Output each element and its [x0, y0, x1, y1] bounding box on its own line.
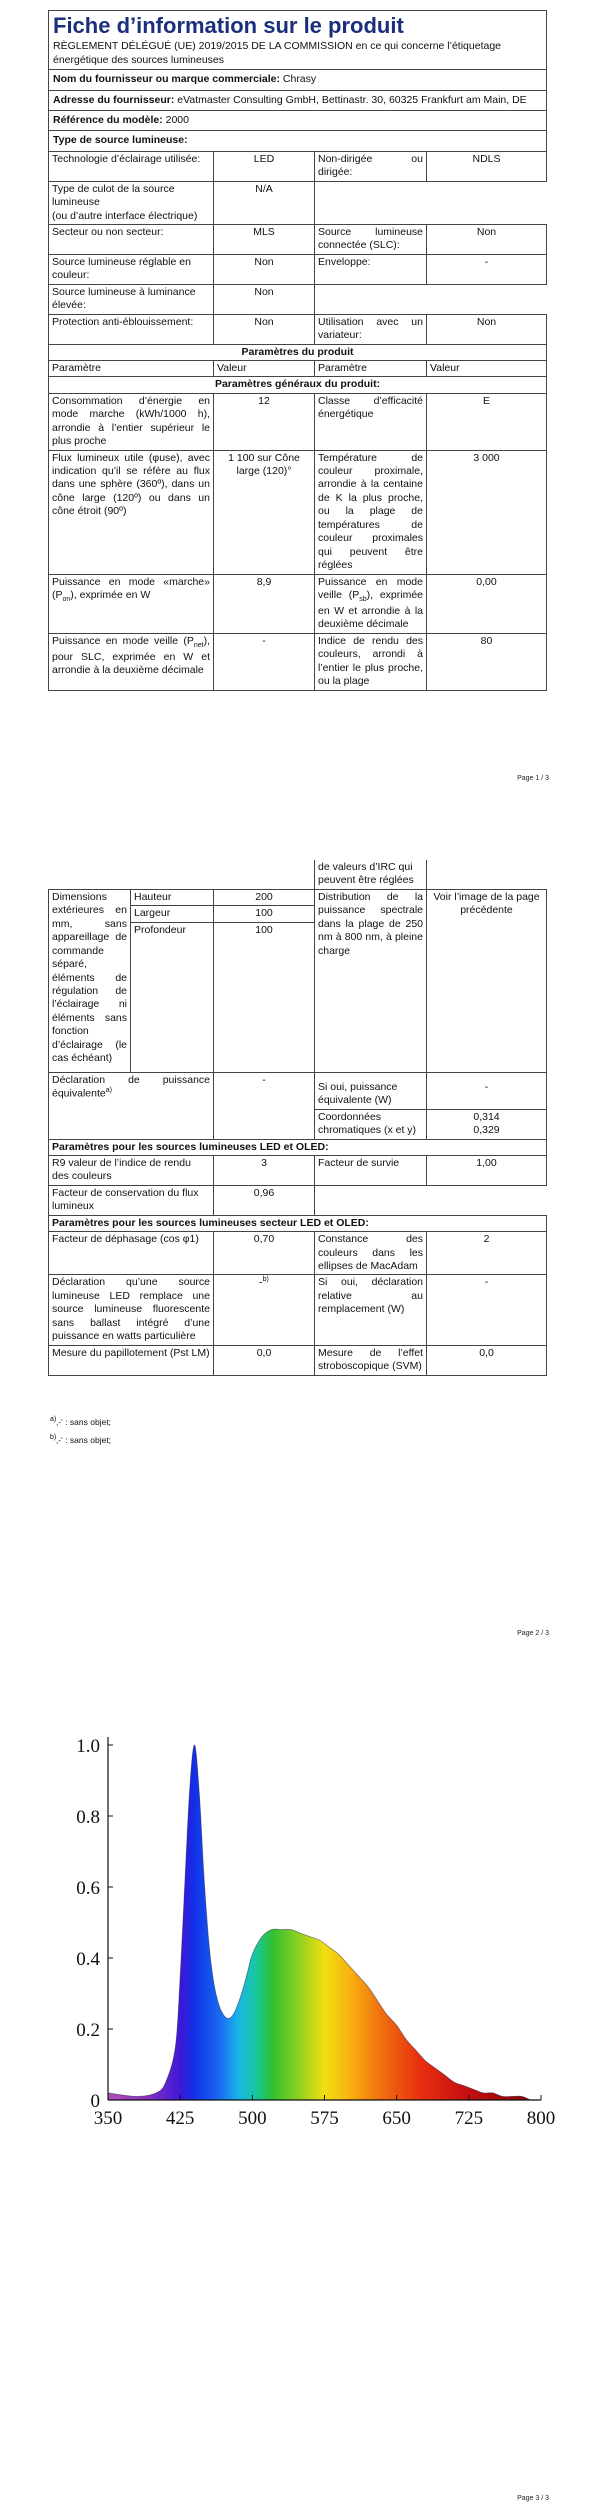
mains-section-heading: Paramètres pour les sources lumineuses secteur LED et OLED:	[49, 1215, 547, 1231]
dimmer-value: Non	[427, 314, 547, 344]
standby-power-value: 0,00	[427, 574, 547, 633]
params-heading: Paramètres du produit	[49, 344, 547, 360]
x-tick-label: 650	[382, 2108, 411, 2129]
standby-power-label: Puissance en mode veille $(P_{sb})$, exprimée en W et arrondie à la deuxième décimale	[315, 574, 427, 633]
type-section-heading: Type de source lumineuse:	[49, 131, 547, 151]
envelope-label: Enveloppe:	[315, 254, 427, 284]
connected-label: Source lumineuse connectée (SLC):	[315, 225, 427, 255]
col-header-value: Valeur	[214, 360, 315, 376]
anti-glare-value: Non	[214, 314, 315, 344]
model-reference-value: 2000	[165, 113, 189, 126]
general-params-heading: Paramètres généraux du produit:	[49, 377, 547, 393]
networked-standby-value: -	[214, 633, 315, 690]
directional-label: Non-dirigée ou dirigée:	[315, 151, 427, 181]
mains-value: MLS	[214, 225, 315, 255]
y-tick-label: 0.8	[76, 1807, 100, 1828]
lumen-maintenance-label: Facteur de conservation du flux lumineux	[49, 1185, 214, 1215]
networked-standby-label: Puissance en mode veille $(P_{net})$, pour SLC, exprimée en W et arrondie à la deuxième décimale	[49, 633, 214, 690]
equivalent-power-declaration-label: Déclaration de puissance équivalente$^{a)}$	[49, 1072, 214, 1139]
r9-value: 3	[214, 1155, 315, 1185]
col-header-param: Paramètre	[49, 360, 214, 376]
equivalent-power-declaration-value: -	[214, 1072, 315, 1139]
stroboscopic-label: Mesure de l’effet stroboscopique (SVM)	[315, 1345, 427, 1375]
fluorescent-replacement-label: Déclaration qu’une source lumineuse LED remplace une source lumineuse fluorescente sans ballast intégré d’une puissance en watts particulière	[49, 1275, 214, 1345]
y-tick-label: 0.6	[76, 1878, 100, 1899]
x-tick-label: 500	[238, 2108, 267, 2129]
colour-temperature-label: Température de couleur proximale, arrondie à la centaine de K la plus proche, ou la plage de températures de couleur proximales qui peuvent être réglées	[315, 450, 427, 574]
lumen-maintenance-value: 0,96	[214, 1185, 315, 1215]
page-number: Page 2 / 3	[517, 1630, 549, 1637]
directional-value: NDLS	[427, 151, 547, 181]
chromaticity-value	[427, 1109, 547, 1139]
high-luminance-value: Non	[214, 284, 315, 314]
depth-value: 100	[214, 922, 315, 1072]
spectrum-area	[108, 1745, 541, 2100]
dimmer-label: Utilisation avec un variateur:	[315, 314, 427, 344]
colour-tunable-value: Non	[214, 254, 315, 284]
height-value: 200	[214, 889, 315, 905]
x-tick-label: 425	[165, 2108, 195, 2129]
footnote-a: $^{a)}$‚-‘ : sans objet;	[50, 1416, 112, 1427]
equivalent-power-value: -	[427, 1072, 547, 1109]
spectral-distribution-chart	[48, 1720, 556, 2140]
chromaticity-label: Coordonnées chromatiques (x et y)	[315, 1109, 427, 1139]
plot-area	[108, 1745, 541, 2100]
width-label: Largeur	[131, 906, 214, 922]
depth-label: Profondeur	[131, 922, 214, 1072]
page-number: Page 3 / 3	[517, 2495, 549, 2502]
power-factor-value: 0,70	[214, 1232, 315, 1275]
col-header-param-2: Paramètre	[315, 360, 427, 376]
r9-label: R9 valeur de l’indice de rendu des couleurs	[49, 1155, 214, 1185]
high-luminance-label: Source lumineuse à luminance élevée:	[49, 284, 214, 314]
equivalent-power-label: Si oui, puissance équivalente (W)	[315, 1072, 427, 1109]
y-tick-label: 0.2	[76, 2020, 100, 2041]
technology-label: Technologie d’éclairage utilisée:	[49, 151, 214, 181]
cri-label-part2: de valeurs d’IRC qui peuvent être réglées	[315, 860, 427, 889]
macadam-label: Constance des couleurs dans les ellipses de MacAdam	[315, 1232, 427, 1275]
flicker-label: Mesure du papillotement (Pst LM)	[49, 1345, 214, 1375]
col-header-value-2: Valeur	[427, 360, 547, 376]
connected-value: Non	[427, 225, 547, 255]
macadam-value: 2	[427, 1232, 547, 1275]
height-label: Hauteur	[131, 889, 214, 905]
page-title: Fiche d’information sur le produit	[53, 13, 404, 38]
replacement-claim-value: -	[427, 1275, 547, 1345]
anti-glare-label: Protection anti-éblouissement:	[49, 314, 214, 344]
envelope-value: -	[427, 254, 547, 284]
colour-temperature-value: 3 000	[427, 450, 547, 574]
survival-factor-value: 1,00	[427, 1155, 547, 1185]
supplier-address-label: Adresse du fournisseur:	[53, 93, 175, 106]
luminous-flux-label: Flux lumineux utile (φuse), avec indication qu’il se réfère au flux dans une sphère (360º), dans un cône large (120º) ou dans un cône étroit (90º)	[49, 450, 214, 574]
cap-label: Type de culot de la source lumineuse (ou d’autre interface électrique)	[49, 181, 214, 224]
efficiency-class-value: E	[427, 393, 547, 450]
colour-tunable-label: Source lumineuse réglable en couleur:	[49, 254, 214, 284]
supplier-name-label: Nom du fournisseur ou marque commerciale:	[53, 73, 280, 86]
technology-value: LED	[214, 151, 315, 181]
y-tick-label: 0.4	[76, 1949, 100, 1970]
power-factor-label: Facteur de déphasage (cos φ1)	[49, 1232, 214, 1275]
stroboscopic-value: 0,0	[427, 1345, 547, 1375]
cri-value: 80	[427, 633, 547, 690]
x-tick-label: 800	[526, 2108, 556, 2129]
fluorescent-replacement-value: -$^{b)}$	[214, 1275, 315, 1345]
chromaticity-x: 0,314	[473, 1110, 500, 1123]
x-tick-label: 725	[454, 2108, 484, 2129]
on-mode-power-value: 8,9	[214, 574, 315, 633]
model-reference-label: Référence du modèle:	[53, 113, 163, 126]
supplier-address-value: eVatmaster Consulting GmbH, Bettinastr. 30, 60325 Frankfurt am Main, DE	[177, 93, 527, 106]
mains-label: Secteur ou non secteur:	[49, 225, 214, 255]
spectral-distribution-label: Distribution de la puissance spectrale dans la plage de 250 nm à 800 nm, à pleine charge	[315, 889, 427, 1072]
cri-label-part1: Indice de rendu des couleurs, arrondi à l’entier le plus proche, ou la plage	[315, 633, 427, 690]
luminous-flux-value: 1 100 sur Cône large (120)°	[214, 450, 315, 574]
cap-value: N/A	[214, 181, 315, 224]
x-tick-label: 350	[93, 2108, 123, 2129]
energy-consumption-label: Consommation d’énergie en mode marche (kWh/1000 h), arrondie à l’entier supérieur le plus proche	[49, 393, 214, 450]
regulation-text: RÈGLEMENT DÉLÉGUÉ (UE) 2019/2015 DE LA COMMISSION en ce qui concerne l’étiquetage énergétique des sources lumineuses	[53, 40, 502, 66]
replacement-claim-label: Si oui, déclaration relative au remplacement (W)	[315, 1275, 427, 1345]
product-info-table-p1	[48, 10, 547, 691]
survival-factor-label: Facteur de survie	[315, 1155, 427, 1185]
energy-consumption-value: 12	[214, 393, 315, 450]
y-tick-label: 0	[90, 2091, 100, 2112]
footnote-b: $^{b)}$‚-‘ : sans objet;	[50, 1434, 112, 1445]
x-tick-label: 575	[310, 2108, 339, 2129]
efficiency-class-label: Classe d’efficacité énergétique	[315, 393, 427, 450]
on-mode-power-label: Puissance en mode «marche» $(P_{on})$, exprimée en W	[49, 574, 214, 633]
led-section-heading: Paramètres pour les sources lumineuses LED et OLED:	[49, 1139, 547, 1155]
product-info-table-p2	[48, 860, 547, 1376]
dimensions-label: Dimensions extérieures en mm, sans appareillage de commande séparé, éléments de régulation de l’éclairage ni éléments sans fonction d’éclairage (le cas échéant)	[49, 889, 131, 1072]
flicker-value: 0,0	[214, 1345, 315, 1375]
supplier-name-value: Chrasy	[282, 73, 317, 86]
chromaticity-y: 0,329	[473, 1124, 500, 1137]
y-tick-label: 1.0	[76, 1736, 100, 1757]
page-number: Page 1 / 3	[517, 775, 549, 782]
width-value: 100	[214, 906, 315, 922]
spectral-distribution-value: Voir l’image de la page précédente	[427, 889, 547, 1072]
